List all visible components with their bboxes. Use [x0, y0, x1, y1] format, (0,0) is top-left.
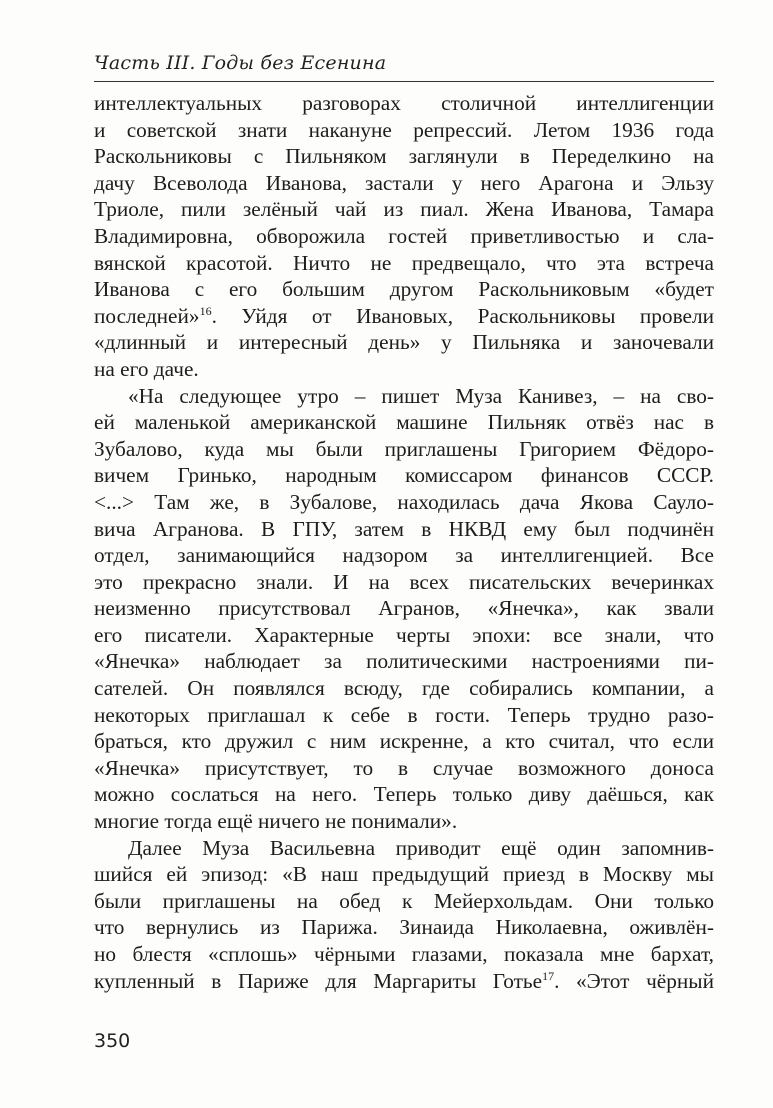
text-line: ей маленькой американской машине Пильняк отвёз нас в [94, 410, 714, 435]
page-number: 350 [94, 1030, 131, 1052]
text-line: вича Агранова. В ГПУ, затем в НКВД ему был подчинён [94, 516, 714, 541]
text-line: Иванова с его большим другом Раскольниковым «будет [94, 277, 714, 302]
text-line: и советской знати накануне репрессий. Летом 1936 года [94, 117, 714, 142]
footnote-ref: 16 [199, 303, 212, 318]
text-line: можно сослаться на него. Теперь только диву даёшься, как [94, 782, 714, 807]
text-fragment: . «Этот чёрный [554, 968, 714, 993]
body-text [94, 90, 714, 994]
text-line: браться, кто дружил с ним искренне, а кто считал, что если [94, 729, 714, 754]
text-line: неизменно присутствовал Агранов, «Янечка», как звали [94, 596, 714, 621]
text-line: вичем Гринько, народным комиссаром финансов СССР. [94, 463, 714, 488]
text-line: «длинный и интересный день» у Пильняка и заночевали [94, 330, 714, 355]
text-line: <...> Там же, в Зубалове, находилась дача Якова Саулo- [94, 489, 714, 514]
text-line: «Янечка» присутствует, то в случае возможного доноса [94, 755, 714, 780]
footnote-ref: 17 [542, 968, 555, 983]
text-line: на его даче. [94, 356, 199, 381]
running-head: Часть III. Годы без Есенина [94, 52, 387, 74]
text-line: «Янечка» наблюдает за политическими настроениями пи- [94, 649, 714, 674]
text-line: Зубалово, куда мы были приглашены Григорием Фёдоро- [94, 436, 714, 461]
header-rule [94, 81, 714, 82]
text-line: «На следующее утро – пишет Муза Канивез, – на сво- [128, 383, 714, 408]
text-line: это прекрасно знали. И на всех писательских вечеринках [94, 569, 714, 594]
text-line: интеллектуальных разговорах столичной интеллигенции [94, 91, 714, 115]
text-line: сателей. Он появлялся всюду, где собирались компании, а [94, 676, 714, 701]
text-line: Далее Муза Васильевна приводит ещё один запомнив- [128, 835, 714, 860]
text-fragment: . Уйдя от Ивановых, Раскольниковы провели [211, 303, 714, 328]
text-line: были приглашены на обед к Мейерхольдам. Они только [94, 888, 714, 913]
text-line: дачу Всеволода Иванова, застали у него Арагона и Эльзу [94, 170, 714, 195]
text-fragment: купленный в Париже для Маргариты Готье [94, 968, 543, 993]
text-line: Раскольниковы с Пильняком заглянули в Переделкино на [94, 144, 714, 169]
text-line-with-footnote [94, 968, 714, 995]
text-line: Владимировна, обворожила гостей приветливостью и сла- [94, 223, 714, 248]
text-line: его писатели. Характерные черты эпохи: все знали, что [94, 622, 714, 647]
text-line: некоторых приглашал к себе в гости. Теперь трудно разо- [94, 702, 714, 727]
text-line: что вернулись из Парижа. Зинаида Николаевна, оживлён- [94, 915, 714, 940]
text-line: но блестя «сплошь» чёрными глазами, показала мне бархат, [94, 942, 714, 966]
text-line: шийся ей эпизод: «В наш предыдущий приезд в Москву мы [94, 862, 714, 887]
text-line: многие тогда ещё ничего не понимали». [94, 809, 458, 834]
text-line-with-footnote [94, 303, 714, 330]
text-line: Триоле, пили зелёный чай из пиал. Жена Иванова, Тамара [94, 197, 714, 222]
text-line: отдел, занимающийся надзором за интеллигенцией. Все [94, 543, 714, 568]
text-fragment: последней» [94, 303, 200, 328]
text-line: вянской красотой. Ничто не предвещало, что эта встреча [94, 250, 714, 275]
